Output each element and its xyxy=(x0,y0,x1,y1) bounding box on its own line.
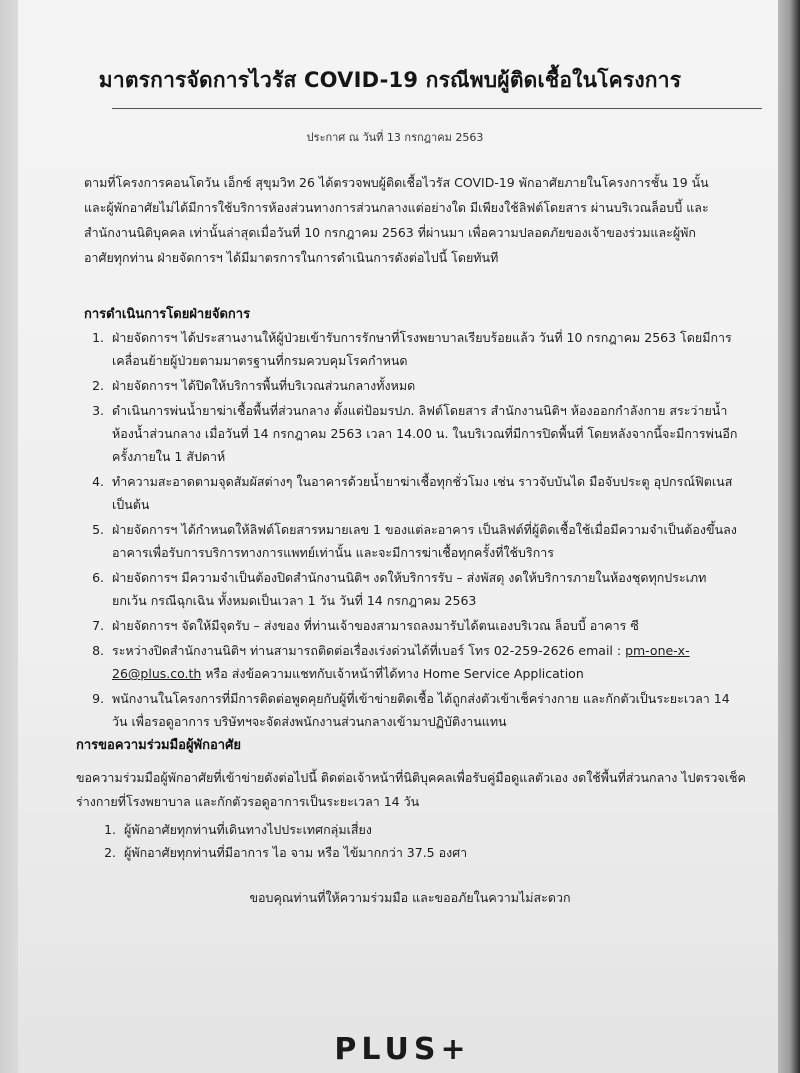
email-link[interactable]: pm-one-x-26@plus.co.th xyxy=(112,643,690,681)
list-item-number: 9. xyxy=(92,691,104,706)
list-item-text xyxy=(112,639,744,685)
list-item-text: ผู้พักอาศัยทุกท่านที่มีอาการ ไอ จาม หรือ ไข้มากกว่า 37.5 องศา xyxy=(124,845,468,860)
list-item-text: ฝ่ายจัดการฯ จัดให้มีจุดรับ – ส่งของ ที่ท่านเจ้าของสามารถลงมารับได้ตนเองบริเวณ ล็อบบี้ อาคาร ซี xyxy=(112,618,639,633)
list-item-text: พนักงานในโครงการที่มีการติดต่อพูดคุยกับผู้ที่เข้าข่ายติดเชื้อ ได้ถูกส่งตัวเข้าเช็คร่างกาย และกักตัวเป็นระยะเวลา 14 วัน เพื่อรอดูอาการ บริษัทฯจะจัดส่งพนักงานส่วนกลางเข้ามาปฏิบัติงานแทน xyxy=(112,691,730,729)
logo-text: PLUS xyxy=(334,1032,441,1067)
list-item-number: 2. xyxy=(92,378,104,393)
list-item-number: 8. xyxy=(92,643,104,658)
list-item-text: ฝ่ายจัดการฯ มีความจำเป็นต้องปิดสำนักงานนิติฯ งดให้บริการรับ – ส่งพัสดุ งดให้บริการภายในห้องชุดทุกประเภท ยกเว้น กรณีฉุกเฉิน ทั้งหมดเป็นเวลา 1 วัน วันที่ 14 กรกฎาคม 2563 xyxy=(112,570,707,608)
list-item-text: ฝ่ายจัดการฯ ได้กำหนดให้ลิฟต์โดยสารหมายเลข 1 ของแต่ละอาคาร เป็นลิฟต์ที่ผู้ติดเชื้อใช้เมื่อมีความจำเป็นต้องขึ้นลงอาคารเพื่อรับการบริการทางการแพทย์เท่านั้น และจะมีการฆ่าเชื้อทุกครั้งที่ใช้บริการ xyxy=(112,522,737,560)
list-item-number: 3. xyxy=(92,403,104,418)
list-item-number: 5. xyxy=(92,522,104,537)
list-item xyxy=(84,374,744,397)
list-item-number: 2. xyxy=(104,845,116,860)
list-item xyxy=(96,818,696,841)
list-item-text: ฝ่ายจัดการฯ ได้ประสานงานให้ผู้ป่วยเข้ารับการรักษาที่โรงพยาบาลเรียบร้อยแล้ว วันที่ 10 กรกฎาคม 2563 โดยมีการเคลื่อนย้ายผู้ป่วยตามมาตรฐานที่กรมควบคุมโรคกำหนด xyxy=(112,330,732,368)
contact-text-after: หรือ ส่งข้อความแชทกับเจ้าหน้าที่ได้ทาง Home Service Application xyxy=(201,666,584,681)
plus-icon: + xyxy=(440,1032,466,1067)
list-item xyxy=(84,518,744,564)
list-item xyxy=(96,841,696,864)
intro-paragraph: ตามที่โครงการคอนโดวัน เอ็กซ์ สุขุมวิท 26 ได้ตรวจพบผู้ติดเชื้อไวรัส COVID-19 พักอาศัยภายในโครงการชั้น 19 นั้น และผู้พักอาศัยไม่ได้มีการใช้บริการห้องส่วนทางการส่วนกลางแต่อย่างใด มีเพียงใช้ลิฟต์โดยสาร ผ่านบริเวณล็อบบี้ และสำนักงานนิติบุคคล เท่านั้นล่าสุดเมื่อวันที่ 10 กรกฎาคม 2563 ที่ผ่านมา เพื่อความปลอดภัยของเจ้าของร่วมและผู้พักอาศัยทุกท่าน ฝ่ายจัดการฯ ได้มีมาตรการในการดำเนินการดังต่อไปนี้ โดยทันที xyxy=(84,175,709,265)
notice-title: มาตรการจัดการไวรัส COVID-19 กรณีพบผู้ติดเชื้อในโครงการ xyxy=(98,68,682,92)
list-item-text: ทำความสะอาดตามจุดสัมผัสต่างๆ ในอาคารด้วยน้ำยาฆ่าเชื้อทุกชั่วโมง เช่น ราวจับบันได มือจับประตู อุปกรณ์ฟิตเนส เป็นต้น xyxy=(112,474,733,512)
closing-line: ขอบคุณท่านที่ให้ความร่วมมือ และขออภัยในความไม่สะดวก xyxy=(249,890,571,905)
list-item xyxy=(84,399,744,468)
list-item xyxy=(84,470,744,516)
list-item-text: ฝ่ายจัดการฯ ได้ปิดให้บริการพื้นที่บริเวณส่วนกลางทั้งหมด xyxy=(112,378,416,393)
section-heading-management: การดำเนินการโดยฝ่ายจัดการ xyxy=(84,307,251,322)
list-item xyxy=(84,687,744,733)
list-item xyxy=(84,326,744,372)
list-item-number: 7. xyxy=(92,618,104,633)
list-item xyxy=(84,639,744,685)
title-divider xyxy=(112,108,762,109)
contact-text: ระหว่างปิดสำนักงานนิติฯ ท่านสามารถติดต่อเรื่องเร่งด่วนได้ที่เบอร์ โทร 02-259-2626 email : xyxy=(112,643,626,658)
list-item-number: 4. xyxy=(92,474,104,489)
list-item-text: ผู้พักอาศัยทุกท่านที่เดินทางไปประเทศกลุ่มเสี่ยง xyxy=(124,822,372,837)
section-heading-residents: การขอความร่วมมือผู้พักอาศัย xyxy=(76,738,241,753)
list-item xyxy=(84,614,744,637)
list-item-number: 1. xyxy=(104,822,116,837)
list-item-text: ดำเนินการพ่นน้ำยาฆ่าเชื้อพื้นที่ส่วนกลาง ตั้งแต่ป้อมรปภ. ลิฟต์โดยสาร สำนักงานนิติฯ ห้องออกกำลังกาย สระว่ายน้ำ ห้องน้ำส่วนกลาง เมื่อวันที่ 14 กรกฎาคม 2563 เวลา 14.00 น. ในบริเวณที่มีการปิดพื้นที่ โดยหลังจากนี้จะมีการพ่นอีกครั้งภายใน 1 สัปดาห์ xyxy=(112,403,738,464)
list-item-number: 6. xyxy=(92,570,104,585)
list-item-number: 1. xyxy=(92,330,104,345)
list-item xyxy=(84,566,744,612)
management-actions-list xyxy=(84,326,744,735)
plus-logo xyxy=(300,1032,500,1067)
residents-criteria-list xyxy=(96,818,696,864)
notice-date: ประกาศ ณ วันที่ 13 กรกฎาคม 2563 xyxy=(306,131,484,144)
residents-request-paragraph: ขอความร่วมมือผู้พักอาศัยที่เข้าข่ายดังต่อไปนี้ ติดต่อเจ้าหน้าที่นิติบุคคลเพื่อรับคู่มือดูแลตัวเอง งดใช้พื้นที่ส่วนกลาง ไปตรวจเช็คร่างกายที่โรงพยาบาล และกักตัวรอดูอาการเป็นระยะเวลา 14 วัน xyxy=(76,770,746,809)
